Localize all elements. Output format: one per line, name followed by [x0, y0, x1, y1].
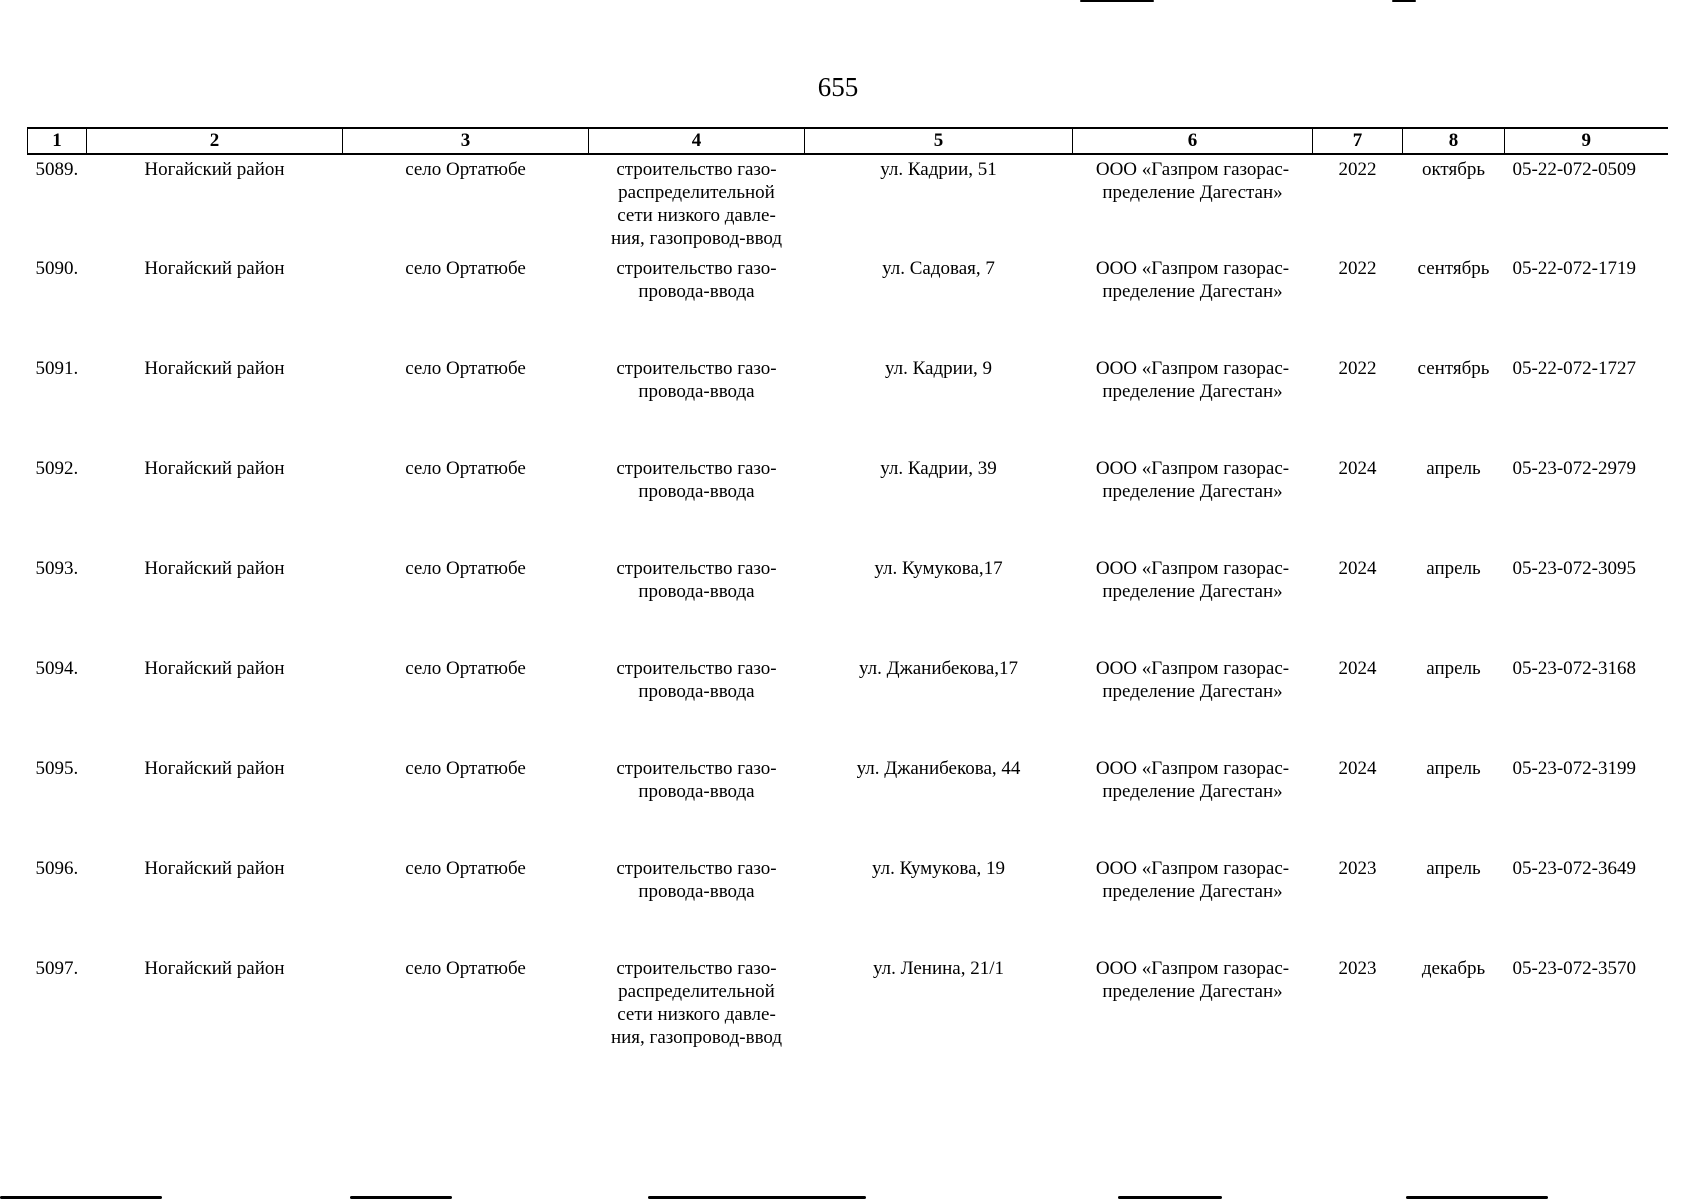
column-header-8: 8 — [1403, 128, 1505, 154]
cell-year: 2022 — [1338, 159, 1377, 180]
column-header-5: 5 — [805, 128, 1073, 154]
cell-work-description: строительство газо- распределительной сети низкого давле- ния, газопровод-ввод — [610, 958, 783, 1048]
cell-work-description: строительство газо- распределительной сети низкого давле- ния, газопровод-ввод — [610, 159, 783, 249]
table-row — [28, 154, 1668, 254]
cell-address: ул. Джанибекова, 44 — [856, 758, 1021, 779]
cell-work-description: строительство газо- провода-ввода — [616, 258, 777, 302]
cell-organization: ООО «Газпром газорас- пределение Дагестан» — [1095, 159, 1290, 203]
column-header-2: 2 — [87, 128, 343, 154]
table-row — [28, 654, 1668, 754]
cell-settlement: село Ортатюбе — [405, 758, 526, 779]
cell-organization: ООО «Газпром газорас- пределение Дагестан» — [1095, 358, 1290, 402]
cell-month: апрель — [1426, 658, 1481, 679]
cell-organization: ООО «Газпром газорас- пределение Дагестан» — [1095, 658, 1290, 702]
column-header-9: 9 — [1505, 128, 1668, 154]
cell-month: октябрь — [1421, 159, 1486, 180]
cell-work-description: строительство газо- провода-ввода — [616, 658, 777, 702]
column-header-4: 4 — [589, 128, 805, 154]
cell-registry-code: 05-22-072-1727 — [1512, 358, 1636, 379]
cell-address: ул. Кадрии, 39 — [880, 458, 997, 479]
cell-organization: ООО «Газпром газорас- пределение Дагестан» — [1095, 858, 1290, 902]
cell-month: апрель — [1426, 458, 1481, 479]
cell-address: ул. Ленина, 21/1 — [872, 958, 1005, 979]
cell-district: Ногайский район — [144, 558, 285, 579]
column-header-1: 1 — [28, 128, 87, 154]
cell-settlement: село Ортатюбе — [405, 958, 526, 979]
scan-artifact — [1392, 0, 1416, 2]
cell-organization: ООО «Газпром газорас- пределение Дагестан» — [1095, 758, 1290, 802]
cell-settlement: село Ортатюбе — [405, 258, 526, 279]
cell-district: Ногайский район — [144, 358, 285, 379]
cell-address: ул. Кадрии, 9 — [884, 358, 992, 379]
page-number: 655 — [817, 72, 859, 102]
header-row — [28, 128, 1668, 154]
cell-month: апрель — [1426, 758, 1481, 779]
cell-work-description: строительство газо- провода-ввода — [616, 758, 777, 802]
cell-row-number: 5092. — [35, 458, 79, 479]
cell-row-number: 5095. — [35, 758, 79, 779]
column-header-6: 6 — [1073, 128, 1313, 154]
scan-artifact — [648, 1196, 866, 1199]
cell-row-number: 5096. — [35, 858, 79, 879]
scan-artifact — [350, 1196, 452, 1199]
cell-year: 2022 — [1338, 258, 1377, 279]
table-header — [28, 128, 1668, 154]
cell-address: ул. Кумукова, 19 — [871, 858, 1006, 879]
cell-district: Ногайский район — [144, 159, 285, 180]
cell-settlement: село Ортатюбе — [405, 558, 526, 579]
table-body — [28, 154, 1668, 1054]
cell-district: Ногайский район — [144, 458, 285, 479]
table-row — [28, 954, 1668, 1054]
cell-district: Ногайский район — [144, 658, 285, 679]
cell-organization: ООО «Газпром газорас- пределение Дагестан» — [1095, 458, 1290, 502]
cell-row-number: 5091. — [35, 358, 79, 379]
cell-address: ул. Джанибекова,17 — [858, 658, 1019, 679]
cell-year: 2024 — [1338, 558, 1377, 579]
table-row — [28, 454, 1668, 554]
cell-year: 2024 — [1338, 758, 1377, 779]
cell-month: декабрь — [1421, 958, 1486, 979]
cell-organization: ООО «Газпром газорас- пределение Дагестан» — [1095, 258, 1290, 302]
cell-settlement: село Ортатюбе — [405, 658, 526, 679]
table-row — [28, 354, 1668, 454]
cell-organization: ООО «Газпром газорас- пределение Дагестан» — [1095, 958, 1290, 1002]
scan-artifact — [1080, 0, 1154, 2]
cell-address: ул. Кумукова,17 — [874, 558, 1003, 579]
scan-artifact — [1118, 1196, 1222, 1199]
cell-district: Ногайский район — [144, 758, 285, 779]
cell-month: апрель — [1426, 558, 1481, 579]
cell-registry-code: 05-23-072-3649 — [1512, 858, 1636, 879]
cell-month: апрель — [1426, 858, 1481, 879]
cell-settlement: село Ортатюбе — [405, 458, 526, 479]
cell-row-number: 5089. — [35, 159, 79, 180]
cell-month: сентябрь — [1417, 258, 1490, 279]
cell-organization: ООО «Газпром газорас- пределение Дагестан» — [1095, 558, 1290, 602]
cell-address: ул. Садовая, 7 — [882, 258, 995, 279]
column-header-3: 3 — [343, 128, 589, 154]
cell-registry-code: 05-22-072-0509 — [1512, 159, 1636, 180]
cell-row-number: 5090. — [35, 258, 79, 279]
cell-settlement: село Ортатюбе — [405, 858, 526, 879]
cell-registry-code: 05-22-072-1719 — [1512, 258, 1636, 279]
cell-year: 2022 — [1338, 358, 1377, 379]
cell-district: Ногайский район — [144, 258, 285, 279]
cell-settlement: село Ортатюбе — [405, 159, 526, 180]
cell-registry-code: 05-23-072-3168 — [1512, 658, 1636, 679]
cell-year: 2024 — [1338, 658, 1377, 679]
cell-registry-code: 05-23-072-3199 — [1512, 758, 1636, 779]
column-header-7: 7 — [1313, 128, 1403, 154]
cell-registry-code: 05-23-072-3095 — [1512, 558, 1636, 579]
cell-month: сентябрь — [1417, 358, 1490, 379]
cell-settlement: село Ортатюбе — [405, 358, 526, 379]
cell-registry-code: 05-23-072-3570 — [1512, 958, 1636, 979]
table-row — [28, 854, 1668, 954]
scan-artifact — [0, 1196, 162, 1199]
scan-artifact — [1406, 1196, 1548, 1199]
cell-work-description: строительство газо- провода-ввода — [616, 358, 777, 402]
table-row — [28, 554, 1668, 654]
cell-district: Ногайский район — [144, 958, 285, 979]
registry-table — [27, 127, 1668, 1054]
cell-row-number: 5097. — [35, 958, 79, 979]
cell-year: 2023 — [1338, 958, 1377, 979]
cell-row-number: 5093. — [35, 558, 79, 579]
cell-address: ул. Кадрии, 51 — [880, 159, 997, 180]
cell-work-description: строительство газо- провода-ввода — [616, 858, 777, 902]
cell-registry-code: 05-23-072-2979 — [1512, 458, 1636, 479]
cell-district: Ногайский район — [144, 858, 285, 879]
cell-year: 2023 — [1338, 858, 1377, 879]
cell-year: 2024 — [1338, 458, 1377, 479]
cell-work-description: строительство газо- провода-ввода — [616, 558, 777, 602]
cell-row-number: 5094. — [35, 658, 79, 679]
table-row — [28, 754, 1668, 854]
table-row — [28, 254, 1668, 354]
cell-work-description: строительство газо- провода-ввода — [616, 458, 777, 502]
